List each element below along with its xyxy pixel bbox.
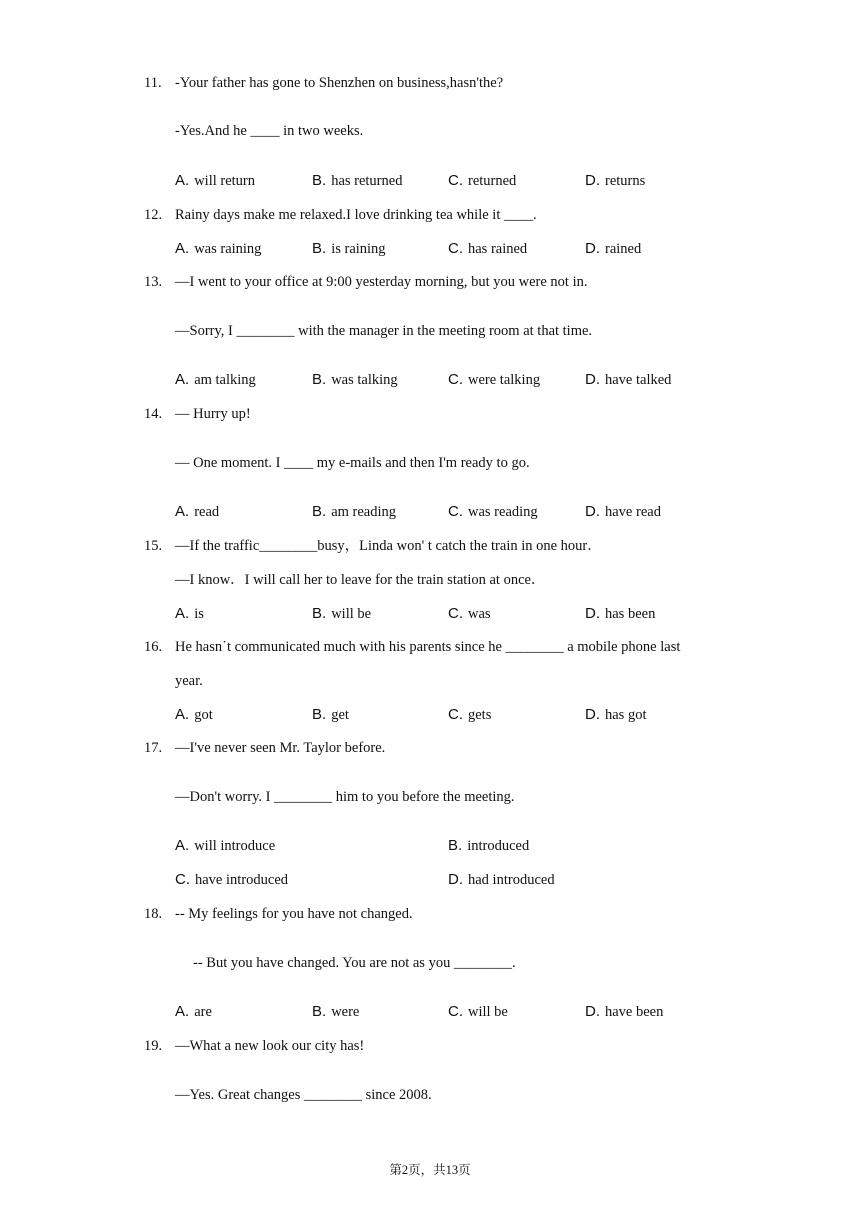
option-a	[175, 837, 275, 855]
question-number: 14.	[144, 406, 163, 422]
option-text: have talked	[605, 372, 672, 388]
option-letter: A.	[175, 706, 190, 723]
option-a	[175, 1003, 212, 1021]
option-letter: D.	[585, 172, 600, 189]
option-text: is raining	[331, 241, 386, 257]
option-letter: B.	[312, 605, 327, 622]
option-b	[312, 1003, 359, 1021]
question-stem: —What a new look our city has!	[175, 1038, 365, 1054]
option-c	[448, 706, 491, 724]
option-text: were	[331, 1004, 360, 1020]
option-b	[312, 172, 402, 190]
question-number: 15.	[144, 538, 163, 554]
option-b	[312, 371, 398, 389]
option-letter: D.	[585, 605, 600, 622]
question-line: —Yes. Great changes ________ since 2008.	[175, 1087, 432, 1103]
option-a	[175, 706, 213, 724]
option-letter: D.	[448, 871, 463, 888]
question-number: 11.	[144, 75, 162, 91]
option-letter: A.	[175, 605, 190, 622]
question-line: year.	[175, 673, 203, 689]
question-line: —Don't worry. I ________ him to you before the meeting.	[175, 789, 515, 805]
option-letter: B.	[312, 240, 327, 257]
option-letter: C.	[448, 371, 463, 388]
option-text: got	[194, 707, 213, 723]
option-letter: D.	[585, 240, 600, 257]
option-d	[585, 1003, 663, 1021]
option-text: has rained	[468, 241, 528, 257]
option-text: am reading	[331, 504, 397, 520]
option-letter: A.	[175, 172, 190, 189]
option-a	[175, 240, 261, 258]
option-text: will be	[468, 1004, 508, 1020]
option-text: are	[194, 1004, 212, 1020]
option-b	[312, 706, 349, 724]
option-letter: A.	[175, 371, 190, 388]
option-b	[312, 240, 386, 258]
option-letter: B.	[312, 172, 327, 189]
option-a	[175, 605, 204, 623]
option-c	[175, 871, 288, 889]
option-text: am talking	[194, 372, 256, 388]
option-letter: A.	[175, 837, 190, 854]
question-stem: -Your father has gone to Shenzhen on business,hasn'the?	[175, 75, 504, 91]
option-d	[585, 706, 646, 724]
option-a	[175, 172, 255, 190]
option-text: have been	[605, 1004, 664, 1020]
option-text: will introduce	[194, 838, 276, 854]
option-letter: B.	[312, 706, 327, 723]
option-letter: B.	[312, 503, 327, 520]
option-text: returns	[605, 173, 646, 189]
option-b	[312, 503, 396, 521]
option-text: was raining	[194, 241, 262, 257]
option-letter: D.	[585, 1003, 600, 1020]
option-letter: B.	[448, 837, 463, 854]
option-letter: C.	[448, 706, 463, 723]
option-d	[585, 371, 671, 389]
option-text: was	[468, 606, 491, 622]
option-letter: C.	[448, 172, 463, 189]
question-stem: —If the traffic________busy，Linda won' t catch the train in one hour．	[175, 538, 602, 554]
question-stem: — Hurry up!	[175, 406, 251, 422]
option-text: were talking	[468, 372, 541, 388]
option-letter: C.	[448, 503, 463, 520]
option-c	[448, 240, 527, 258]
option-letter: D.	[585, 706, 600, 723]
option-text: read	[194, 504, 220, 520]
option-letter: D.	[585, 371, 600, 388]
question-line: —Sorry, I ________ with the manager in the meeting room at that time.	[175, 323, 593, 339]
option-letter: C.	[175, 871, 190, 888]
option-text: had introduced	[468, 872, 555, 888]
option-letter: B.	[312, 1003, 327, 1020]
option-text: get	[331, 707, 349, 723]
option-text: have introduced	[195, 872, 289, 888]
option-letter: C.	[448, 240, 463, 257]
option-text: introduced	[467, 838, 530, 854]
question-number: 12.	[144, 207, 163, 223]
option-text: has returned	[331, 173, 403, 189]
question-stem: -- My feelings for you have not changed.	[175, 906, 413, 922]
option-c	[448, 503, 538, 521]
option-c	[448, 1003, 508, 1021]
question-line: -- But you have changed. You are not as you ________.	[193, 955, 516, 971]
question-number: 13.	[144, 274, 163, 290]
option-d	[448, 871, 555, 889]
question-number: 18.	[144, 906, 163, 922]
option-text: has been	[605, 606, 656, 622]
option-letter: D.	[585, 503, 600, 520]
option-c	[448, 371, 540, 389]
option-d	[585, 605, 655, 623]
option-b	[312, 605, 371, 623]
question-line: — One moment. I ____ my e-mails and then I'm ready to go.	[175, 455, 530, 471]
option-a	[175, 371, 256, 389]
question-line: —I know．I will call her to leave for the train station at once．	[175, 572, 546, 588]
option-letter: C.	[448, 605, 463, 622]
option-text: rained	[605, 241, 642, 257]
option-text: returned	[468, 173, 517, 189]
option-d	[585, 503, 661, 521]
option-c	[448, 605, 491, 623]
option-b	[448, 837, 529, 855]
question-line: -Yes.And he ____ in two weeks.	[175, 123, 364, 139]
question-number: 17.	[144, 740, 163, 756]
option-text: was reading	[468, 504, 538, 520]
question-stem: Rainy days make me relaxed.I love drinking tea while it ____.	[175, 207, 537, 223]
option-letter: A.	[175, 503, 190, 520]
option-letter: A.	[175, 240, 190, 257]
option-text: will be	[331, 606, 372, 622]
option-text: gets	[468, 707, 492, 723]
option-text: will return	[194, 173, 255, 189]
option-text: was talking	[331, 372, 398, 388]
option-letter: C.	[448, 1003, 463, 1020]
question-stem: —I went to your office at 9:00 yesterday morning, but you were not in.	[175, 274, 588, 290]
option-a	[175, 503, 219, 521]
question-stem: He hasn˙t communicated much with his parents since he ________ a mobile phone last	[175, 639, 681, 655]
question-number: 19.	[144, 1038, 163, 1054]
question-number: 16.	[144, 639, 163, 655]
option-letter: A.	[175, 1003, 190, 1020]
option-d	[585, 240, 641, 258]
question-stem: —I've never seen Mr. Taylor before.	[175, 740, 386, 756]
option-letter: B.	[312, 371, 327, 388]
option-d	[585, 172, 645, 190]
option-text: is	[194, 606, 204, 622]
page-footer: 第2页，共13页	[389, 1163, 471, 1177]
option-text: have read	[605, 504, 661, 520]
option-text: has got	[605, 707, 647, 723]
option-c	[448, 172, 516, 190]
